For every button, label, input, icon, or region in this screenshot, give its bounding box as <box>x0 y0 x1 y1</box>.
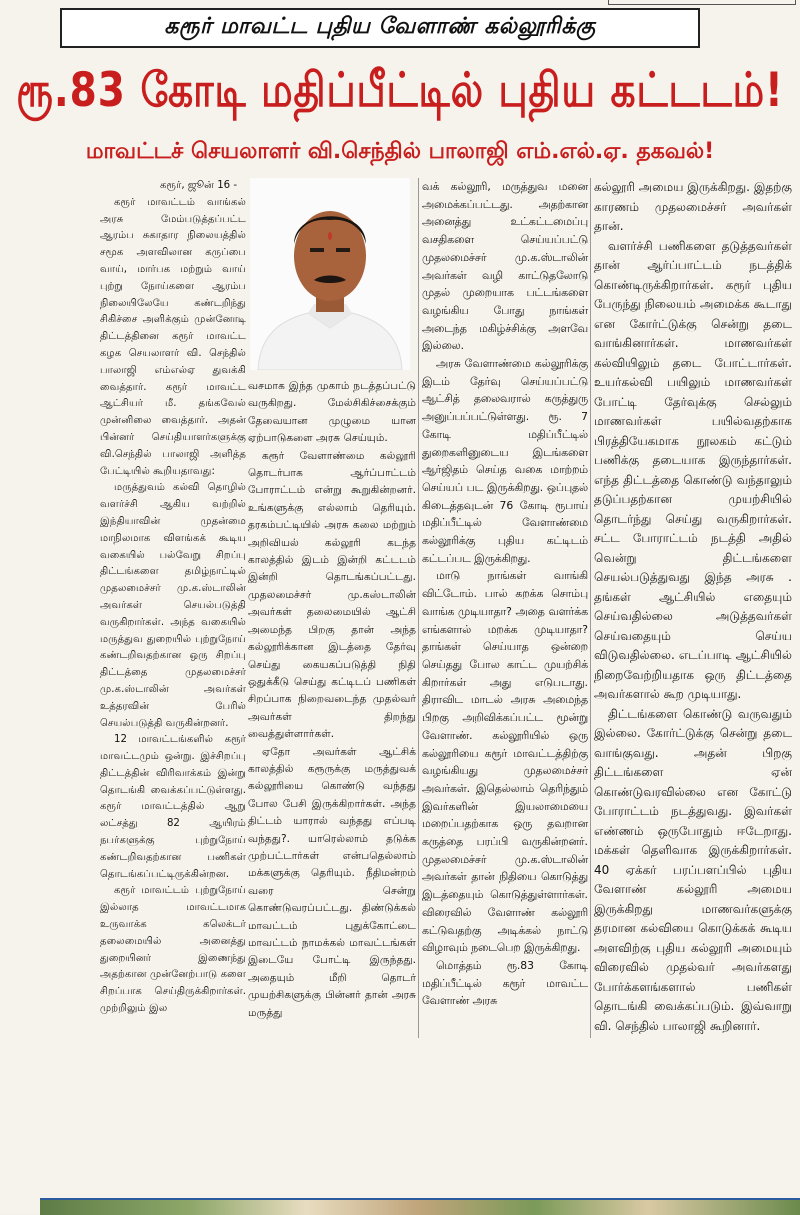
paragraph: 12 மாவட்டங்களில் கரூர் மாவட்டமும் ஒன்று. இச்சிறப்பு திட்டத்தின் விரிவாக்கம் இன்று தொடங்கி வைக்கப்பட்டுள்ளது. கரூர் மாவட்டத்தில் ஆறு லட்சத்து 82 ஆயிரம் நபர்களுக்கு புற்றுநோய் கண்டறிவதற்கான பணிகள் தொடங்கப்பட்டிருக்கின்றன. <box>100 734 246 880</box>
paragraph: வசமாக இந்த முகாம் நடத்தப்பட்டு வருகிறது. மேல்சிகிச்சைக்கும் தேவையான முழுமை யான ஏற்பாடுகளை அரசு செய்யும். <box>248 380 416 445</box>
adjacent-article-border <box>608 0 796 5</box>
next-article-photo-strip <box>40 1198 800 1215</box>
paragraph: மருத்துவம் கல்வி தொழில் வளர்ச்சி ஆகிய வற்றில் இந்தியாவின் முதன்மை மாநிலமாக விளங்கக் கூடிய வகையில் பல்வேறு சிறப்பு திட்டங்களை தமிழ்நாட்டில் முதலமைச்சர் மு.க.ஸ்டாலின் அவர்கள் செயல்படுத்தி வருகிறார்கள். அந்த வகையில் மருத்துவ துறையில் புற்றுநோய் கண்டறிவதற்கான ஒரு சிறப்பு திட்டத்தை முதலமைச்சர் மு.க.ஸ்டாலின் அவர்கள் உத்தரவின் பேரில் செயல்படுத்தி வருகின்றனர். <box>100 482 246 729</box>
column-rule <box>418 178 419 1038</box>
kicker: கரூர் மாவட்ட புதிய வேளாண் கல்லூரிக்கு <box>164 14 596 39</box>
subheadline: மாவட்டச் செயலாளர் வி.செந்தில் பாலாஜி எம்.எல்.ஏ. தகவல்! <box>85 139 715 164</box>
paragraph: கல்லூரி அமைய இருக்கிறது. இதற்கு காரணம் முதலமைச்சர் அவர்கள் தான். <box>594 180 792 233</box>
paragraph: ஏதோ அவர்கள் ஆட்சிக் காலத்தில் கரூருக்கு மருத்துவக் கல்லூரியை கொண்டு வந்தது போல பேசி இருக்கிறார்கள். அந்த திட்டம் யாரால் வந்தது எப்படி வந்தது?. யாரெல்லாம் தடுக்க முற்பட்டார்கள் என்பதெல்லாம் மக்களுக்கு தெரியும். நீதிமன்றம் வரை சென்று கொண்டுவரப்பட்டது. திண்டுக்கல் மாவட்டம் புதுக்கோட்டை மாவட்டம் நாமக்கல் மாவட்டங்கள் இடையே போட்டி இருந்தது. அதையும் மீறி தொடர் முயற்சிகளுக்கு பின்னர் தான் அரசு மருத்து <box>248 745 416 1019</box>
article-column-1 <box>100 178 246 1043</box>
column-rule <box>590 178 591 1038</box>
article-column-4 <box>594 178 792 1043</box>
dateline: கரூர், ஜூன் 16 - <box>160 180 238 191</box>
paragraph: திட்டங்களை கொண்டு வருவதும் இல்லை. கோர்ட்டுக்கு சென்று தடை வாங்குவது. அதன் பிறகு திட்டங்களை ஏன் கொண்டுவரவில்லை என கோட்டு போராட்டம் நடத்துவது. இவர்கள் எண்ணம் ஒருபோதும் ஈடேறாது. மக்கள் தெளிவாக இருக்கிறார்கள். 40 ஏக்கர் பரப்பளப்பில் புதிய வேளாண் கல்லூரி அமைய இருக்கிறது மாணவர்களுக்கு தரமான கல்வியை கொடுக்கக் கூடிய அளவிற்கு புதிய கல்லூரி அமையும் விரைவில் முதல்வர் அவர்களது போர்க்களங்களால் பணிகள் தொடங்கி வைக்கப்படும். இவ்வாறு வி. செந்தில் பாலாஜி கூறினார். <box>594 706 792 1033</box>
paragraph: கரூர் மாவட்டம் வாங்கல் அரசு மேம்படுத்தப்பட்ட ஆரம்ப சுகாதார நிலையத்தில் சமூக அளவிலான கருப்பை வாய், மார்பக மற்றும் வாய் புற்று நோய்களை ஆரம்ப நிலையிலேயே கண்டறிந்து சிகிச்சை அளிக்கும் முன்னோடி திட்டத்தினை கரூர் மாவட்ட கழக செயலாளர் வி. செந்தில் பாலாஜி எம்எல்ஏ துவக்கி வைத்தார். கரூர் மாவட்ட ஆட்சியர் மீ. தங்கவேல் முன்னிலை வைத்தார். அதன் பின்னர் செய்தியாளர்களுக்கு வி.செந்தில் பாலாஜி அளித்த பேட்டியில் கூறியதாவது: <box>100 196 246 477</box>
portrait-photo <box>250 178 410 370</box>
portrait-illustration <box>250 178 410 370</box>
article-column-3 <box>422 178 588 1043</box>
paragraph: கரூர் வேளாண்மை கல்லூரி தொடர்பாக ஆர்ப்பாட்டம் போராட்டம் என்று கூறுகின்றனர். உங்களுக்கு எல்லாம் தெரியும். தரகம்பட்டியில் அரசு கலை மற்றும் அறிவியல் கல்லூரி கடந்த காலத்தில் இடம் இன்றி கட்டடம் இன்றி தொடங்கப்பட்டது. முதலமைச்சர் மு.கஸ்டாலின் அவர்கள் தலைமையில் ஆட்சி அமைந்த பிறகு தான் அந்த கல்லூரிக்கான இடத்தை தேர்வு செய்து கையகப்படுத்தி நிதி ஒதுக்கீடு செய்து கட்டிடப் பணிகள் சிறப்பாக நிறைவடைந்த முதல்வர் அவர்கள் திறந்து வைத்துள்ளார்கள். <box>248 449 416 741</box>
paragraph: வக் கல்லூரி, மருத்துவ மனை அமைக்கப்பட்டது. அதற்கான அனைத்து உட்கட்டமைப்பு வசதிகளை செய்யப்பட்டு முதலமைச்சர் மு.க.ஸ்டாலின் அவர்கள் வழி காட்டுதலோடு முதல் முறையாக பட்டங்களை வழங்கிய போது நாங்கள் அடைந்த மகிழ்ச்சிக்கு அளவே இல்லை. <box>422 180 588 353</box>
headline: ரூ.83 கோடி மதிப்பீட்டில் புதிய கட்டடம்! <box>16 64 784 118</box>
paragraph: மாடு நாங்கள் வாங்கி விட்டோம். பால் கறக்க சொம்பு வாங்க முடியாதா? அதை வளர்க்க எங்களால் மறக்க முடியாதா? தாங்கள் செய்யாத ஒன்றை செய்தது போல காட்ட முயற்சிக் கிறார்கள் அது எடுபடாது. திராவிட மாடல் அரசு அமைந்த பிறகு அறிவிக்கப்பட்ட மூன்று வேளாண். கல்லூரியில் ஒரு கல்லூரியை கரூர் மாவட்டத்திற்கு வழங்கியது முதலமைச்சர் அவர்கள். இதெல்லாம் தெரிந்தும் இவர்களின் இயலாமையை மறைப்பதற்காக ஒரு தவறான கருத்தை பரப்பி வருகின்றனர். முதலமைச்சர் மு.க.ஸ்டாலின் அவர்கள் தான் நிதியை கொடுத்து இடத்தையும் கொடுத்துள்ளார்கள். விரைவில் வேளாண் கல்லூரி கட்டுவதற்கு அடிக்கல் நாட்டு விழாவும் நடைபெற இருக்கிறது. <box>422 569 588 955</box>
article-column-2 <box>248 378 416 1043</box>
kicker-box <box>60 8 700 48</box>
paragraph: மொத்தம் ரூ.83 கோடி மதிப்பீட்டில் கரூர் மாவட்ட வேளாண் அரசு <box>422 958 588 1008</box>
paragraph: கரூர் மாவட்டம் புற்றுநோய் இல்லாத மாவட்டமாக உருவாக்க கலெக்டர் தலைமையில் அனைத்து துறையினர் இணைந்து அதற்கான முன்னேற்பாடு களை சிறப்பாக செய்திருக்கிறார்கள். முற்றிலும் இல <box>100 885 246 1015</box>
paragraph: அரசு வேளாண்மை கல்லூரிக்கு இடம் தேர்வு செய்யப்பட்டு ஆட்சித் தலைவரால் கருத்துரு அனுப்பப்பட்டுள்ளது. ரூ. 7 கோடி மதிப்பீட்டில் துறைகளினுடைய இடங்களை ஆர்ஜிதம் செய்த வகை மாற்றம் செய்யப் பட இருக்கிறது. ஒப்புதல் கிடைத்தவுடன் 76 கோடி ரூபாய் மதிப்பீட்டில் வேளாண்மை கல்லூரிக்கு புதிய கட்டிடம் கட்டப்பட இருக்கிறது. <box>422 357 588 565</box>
paragraph: வளர்ச்சி பணிகளை தடுத்தவர்கள் தான் ஆர்ப்பாட்டம் நடத்திக் கொண்டிருக்கிறார்கள். கரூர் புதிய பேருந்து நிலையம் அமைக்க கூடாது என கோர்ட்டுக்கு சென்று தடை வாங்கினார்கள். மாணவர்கள் கல்வியிலும் தடை போட்டார்கள். உயர்கல்வி பயிலும் மாணவர்கள் போட்டி தேர்வுக்கு செல்லும் மாணவர்கள் பயில்வதற்காக பிரத்தியேகமாக நூலகம் கட்டும் பணிக்கு தடையாக இருந்தார்கள். எந்த திட்டத்தை கொண்டு வந்தாலும் தடுப்பதற்கான முயற்சியில் தொடர்ந்து செய்து வருகிறார்கள். சட்ட போராட்டம் நடத்தி அதில் வென்று திட்டங்களை செயல்படுத்துவது இந்த அரசு . தங்கள் ஆட்சியில் எதையும் செய்வதில்லை அடுத்தவர்கள் செய்வதையும் செய்ய விடுவதில்லை. எடப்பாடி ஆட்சியில் நிறைவேற்றியதாக ஒரு திட்டத்தை அவர்களால் கூற முடியாது. <box>594 238 792 701</box>
